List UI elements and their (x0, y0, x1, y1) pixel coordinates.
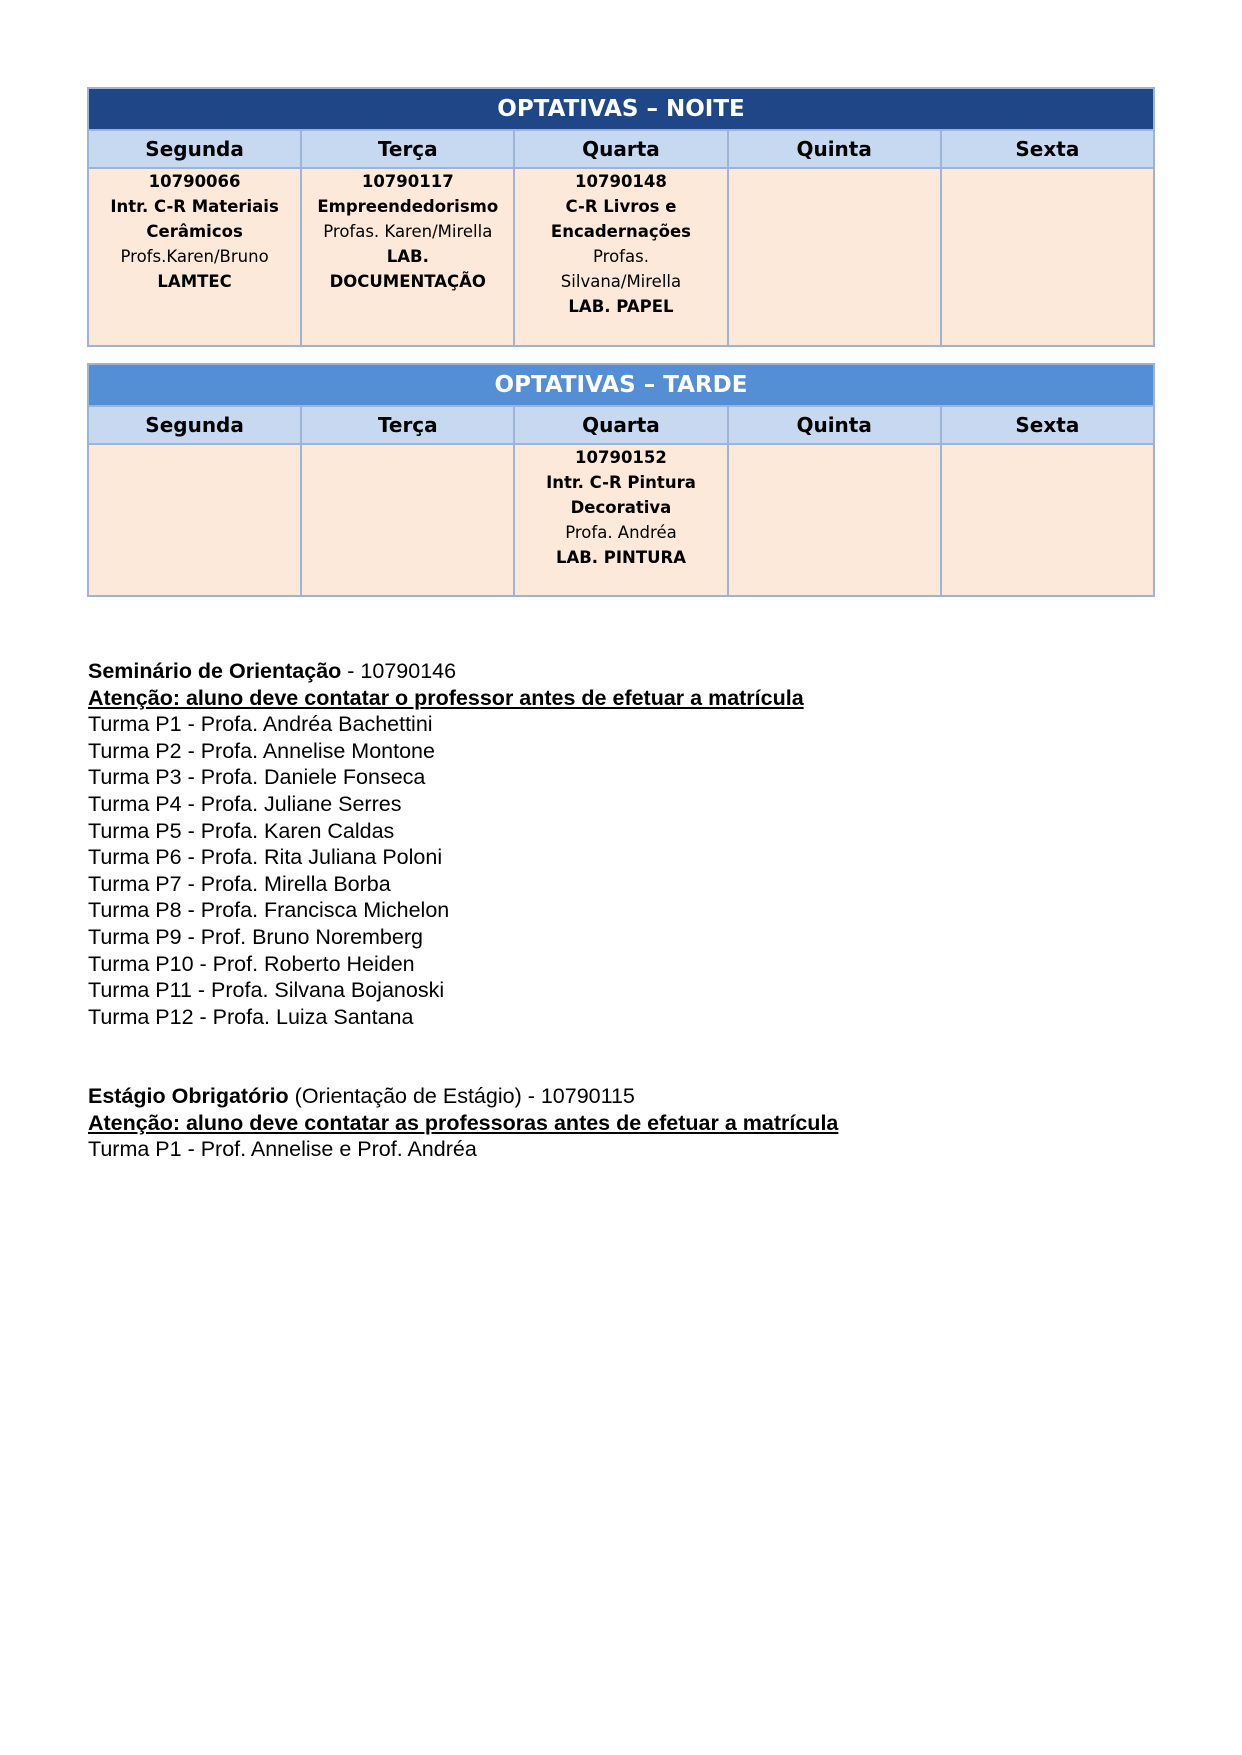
course-name: Intr. C-R Materiais (110, 197, 279, 216)
seminario-title: Seminário de Orientação (88, 659, 342, 683)
course-cell-empty (301, 444, 514, 596)
course-lab: LAB. PAPEL (568, 297, 674, 316)
day-header: Quinta (728, 406, 941, 444)
turma-line: Turma P5 - Profa. Karen Caldas (88, 818, 395, 843)
turma-line: Turma P12 - Profa. Luiza Santana (88, 1004, 414, 1029)
noite-title: OPTATIVAS – NOITE (88, 88, 1154, 130)
estagio-subtitle: (Orientação de Estágio) - 10790115 (288, 1084, 635, 1108)
course-code: 10790066 (148, 172, 241, 191)
course-professor: Profs.Karen/Bruno (120, 247, 269, 266)
course-code: 10790148 (575, 172, 667, 191)
estagio-heading (88, 1083, 838, 1110)
course-name: Decorativa (570, 498, 672, 517)
seminario-code: - 10790146 (341, 659, 457, 683)
course-professor: Profa. Andréa (565, 523, 677, 542)
day-header: Segunda (88, 130, 301, 168)
day-header: Terça (301, 130, 514, 168)
course-cell (514, 444, 727, 596)
course-lab: LAB. PINTURA (555, 548, 686, 567)
course-professor: Profas. Karen/Mirella (323, 222, 493, 241)
day-header: Sexta (941, 406, 1154, 444)
turma-line: Turma P1 - Prof. Annelise e Prof. Andréa (88, 1137, 477, 1162)
course-lab: LAMTEC (157, 272, 232, 291)
optativas-tarde-table (87, 363, 1155, 597)
day-header: Quarta (514, 406, 727, 444)
turma-line: Turma P10 - Prof. Roberto Heiden (88, 951, 415, 976)
course-professor: Profas. (593, 247, 649, 266)
turma-line: Turma P1 - Profa. Andréa Bachettini (88, 712, 433, 737)
estagio-section (88, 1083, 838, 1163)
course-cell-empty (88, 444, 301, 596)
turma-line: Turma P7 - Profa. Mirella Borba (88, 871, 391, 896)
course-cell-empty (728, 168, 941, 346)
course-cell-empty (941, 444, 1154, 596)
estagio-title: Estágio Obrigatório (88, 1084, 289, 1108)
course-lab: DOCUMENTAÇÃO (329, 272, 486, 291)
course-cell-empty (728, 444, 941, 596)
seminario-heading (88, 658, 804, 685)
turma-line: Turma P3 - Profa. Daniele Fonseca (88, 765, 426, 790)
turma-line: Turma P9 - Prof. Bruno Noremberg (88, 924, 423, 949)
turma-line: Turma P6 - Profa. Rita Juliana Poloni (88, 845, 443, 870)
course-cell (514, 168, 727, 346)
day-header: Terça (301, 406, 514, 444)
course-cell-empty (941, 168, 1154, 346)
turma-line: Turma P4 - Profa. Juliane Serres (88, 791, 402, 816)
course-cell (88, 168, 301, 346)
course-cell (301, 168, 514, 346)
course-lab: LAB. (386, 247, 429, 266)
course-name: Empreendedorismo (317, 197, 499, 216)
course-name: Encadernações (550, 222, 692, 241)
course-name: Intr. C-R Pintura (546, 473, 696, 492)
day-header: Sexta (941, 130, 1154, 168)
tarde-title: OPTATIVAS – TARDE (88, 364, 1154, 406)
course-name: Cerâmicos (146, 222, 243, 241)
turma-line: Turma P11 - Profa. Silvana Bojanoski (88, 978, 445, 1003)
day-header: Quarta (514, 130, 727, 168)
seminario-attention: Atenção: aluno deve contatar o professor antes de efetuar a matrícula (88, 685, 804, 710)
turma-line: Turma P8 - Profa. Francisca Michelon (88, 898, 450, 923)
estagio-attention: Atenção: aluno deve contatar as professoras antes de efetuar a matrícula (88, 1110, 839, 1135)
day-header: Quinta (728, 130, 941, 168)
optativas-noite-table (87, 87, 1155, 347)
course-professor: Silvana/Mirella (560, 272, 682, 291)
seminario-section (88, 658, 804, 1030)
day-header: Segunda (88, 406, 301, 444)
course-name: C-R Livros e (565, 197, 677, 216)
course-code: 10790152 (575, 448, 667, 467)
turma-line: Turma P2 - Profa. Annelise Montone (88, 738, 435, 763)
course-code: 10790117 (361, 172, 454, 191)
